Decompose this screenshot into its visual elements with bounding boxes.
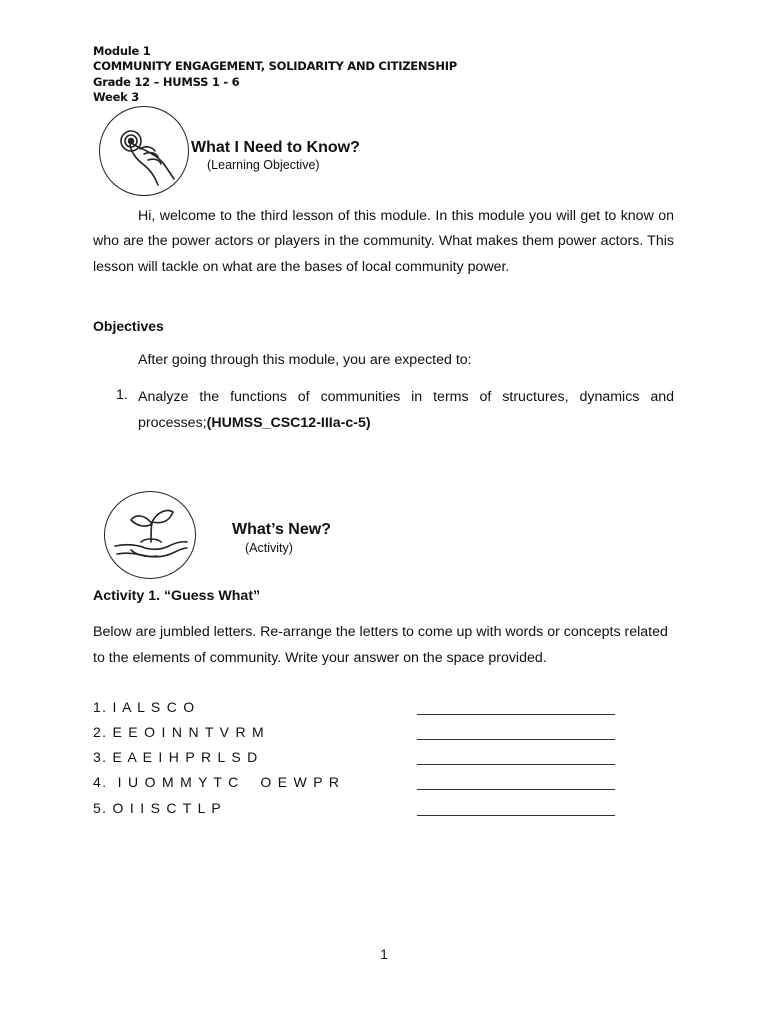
grade-label: Grade 12 – HUMSS 1 - 6: [93, 74, 240, 89]
jumbled-word-item: 5. O I I S C T L P: [93, 800, 222, 816]
hand-pointing-icon: [99, 106, 189, 196]
jumbled-word-item: 2. E E O I N N T V R M: [93, 724, 266, 740]
answer-blank[interactable]: [417, 725, 615, 740]
activity-title: Activity 1. “Guess What”: [93, 588, 261, 604]
hands-holding-plant-icon: [104, 491, 196, 579]
module-header: [93, 44, 457, 105]
answer-blank[interactable]: [417, 750, 615, 765]
objectives-heading: Objectives: [93, 318, 164, 334]
page-number: 1: [380, 947, 388, 962]
objectives-intro: After going through this module, you are expected to:: [138, 352, 472, 368]
objective-number: 1.: [116, 387, 128, 403]
answer-blank[interactable]: [417, 801, 615, 816]
week-label: Week 3: [93, 89, 140, 104]
objective-code: (HUMSS_CSC12-IIIa-c-5): [206, 415, 371, 431]
section-subtitle-activity: (Activity): [245, 541, 293, 555]
section-title-whats-new: What’s New?: [232, 521, 331, 538]
jumbled-word-item: 1. I A L S C O: [93, 699, 196, 715]
module-label: Module 1: [93, 44, 151, 58]
answer-blank[interactable]: [417, 700, 615, 715]
course-title: COMMUNITY ENGAGEMENT, SOLIDARITY AND CITIZENSHIP: [93, 59, 457, 74]
answer-blank[interactable]: [417, 775, 615, 790]
intro-text: Hi, welcome to the third lesson of this module. In this module you will get to know on who are the power actors or players in the community. What makes them power actors. This lesson will tackle on what are the bases of local community power.: [93, 208, 674, 275]
activity-description: Below are jumbled letters. Re-arrange the letters to come up with words or concepts related to the elements of community. Write your answer on the space provided.: [93, 624, 668, 666]
section-subtitle-learning-objective: (Learning Objective): [207, 158, 320, 172]
objective-item: [138, 384, 674, 436]
objective-text: Analyze the functions of communities in terms of structures, dynamics and processes;: [138, 389, 674, 431]
intro-paragraph: [93, 204, 674, 280]
jumbled-word-item: 4. I U O M M Y T C O E W P R: [93, 774, 341, 790]
section-title-what-i-need-to-know: What I Need to Know?: [191, 139, 360, 156]
jumbled-word-item: 3. E A E I H P R L S D: [93, 749, 259, 765]
